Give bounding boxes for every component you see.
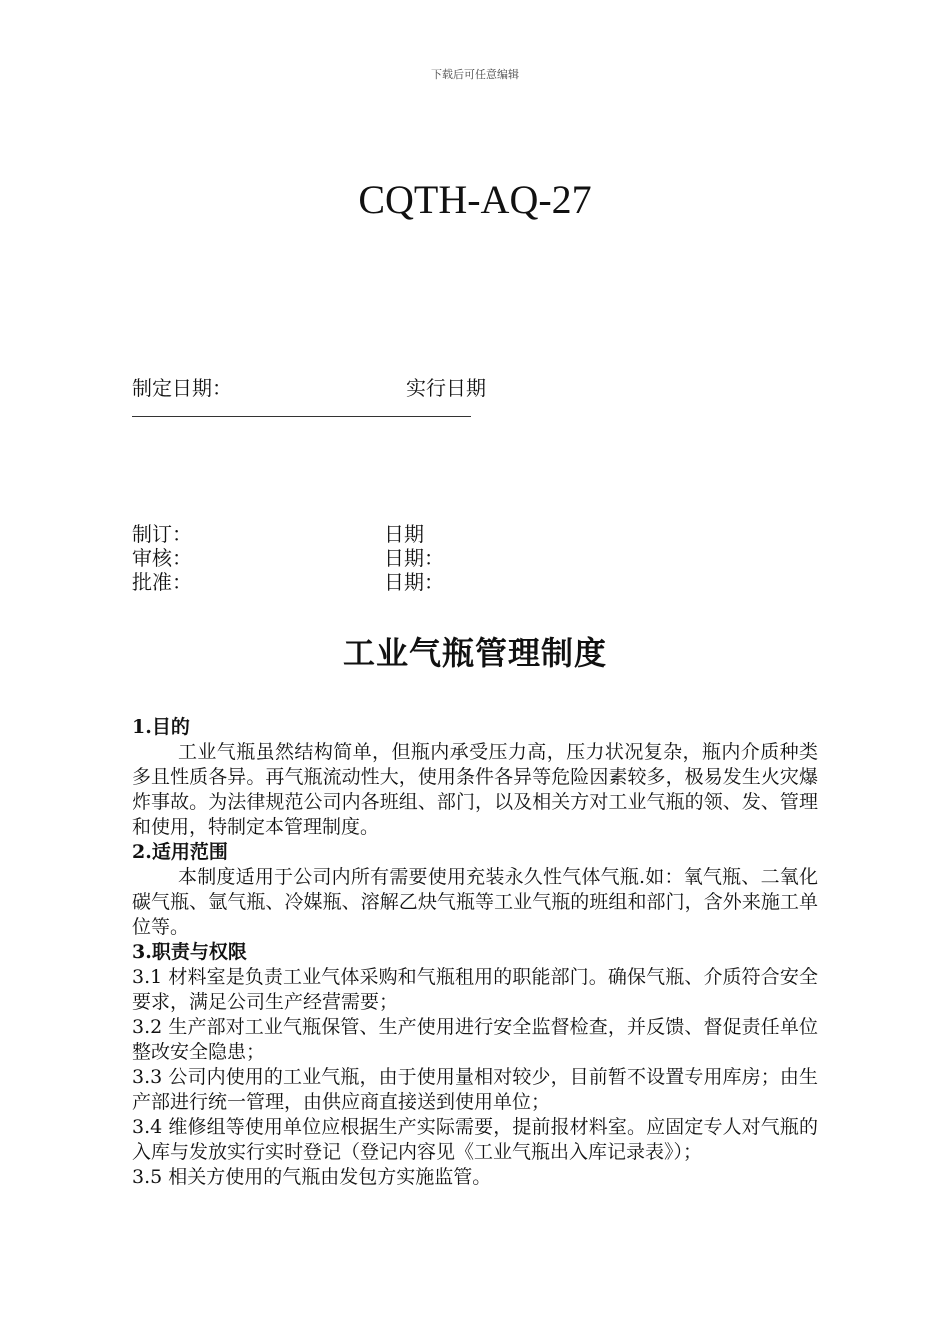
signoff-dates (384, 522, 444, 594)
signoff-date-drafted: 日期 (384, 522, 424, 546)
header-note: 下载后可任意编辑 (431, 68, 519, 81)
section-2-text: 本制度适用于公司内所有需要使用充装永久性气体气瓶.如：氧气瓶、二氧化碳气瓶、氩气瓶、冷媒瓶、溶解乙炔气瓶等工业气瓶的班组和部门，含外来施工单位等。 (132, 866, 818, 938)
section-3-item: 3.2 生产部对工业气瓶保管、生产使用进行安全监督检查，并反馈、督促责任单位整改安全隐患； (132, 1016, 818, 1063)
signoff-role-drafted: 制订： (132, 522, 192, 546)
section-3-item: 3.1 材料室是负责工业气体采购和气瓶租用的职能部门。确保气瓶、介质符合安全要求，满足公司生产经营需要； (132, 966, 818, 1013)
document-title: 工业气瓶管理制度 (342, 634, 607, 672)
section-3-item: 3.4 维修组等使用单位应根据生产实际需要，提前报材料室。应固定专人对气瓶的入库与发放实行实时登记（登记内容见《工业气瓶出入库记录表》）； (132, 1116, 818, 1163)
section-1-heading: 1.目的 (132, 716, 190, 738)
section-1-text: 工业气瓶虽然结构简单，但瓶内承受压力高，压力状况复杂，瓶内介质种类多且性质各异。再气瓶流动性大，使用条件各异等危险因素较多，极易发生火灾爆炸事故。为法律规范公司内各班组、部门，以及相关方对工业气瓶的领、发、管理和使用，特制定本管理制度。 (132, 741, 818, 838)
signoff-roles (132, 522, 192, 594)
document-code: CQTH-AQ-27 (358, 177, 592, 222)
section-2-heading: 2.适用范围 (132, 841, 228, 863)
implement-date-label: 实行日期 (406, 376, 486, 400)
section-3-item: 3.3 公司内使用的工业气瓶，由于使用量相对较少，目前暂不设置专用库房；由生产部进行统一管理，由供应商直接送到使用单位； (132, 1066, 818, 1113)
section-3-item: 3.5 相关方使用的气瓶由发包方实施监管。 (132, 1166, 492, 1188)
date-underline (132, 416, 471, 417)
section-3-heading: 3.职责与权限 (132, 941, 247, 963)
signoff-role-reviewed: 审核： (132, 546, 192, 570)
document-body (132, 715, 818, 1190)
signoff-date-approved: 日期： (384, 570, 444, 594)
signoff-date-reviewed: 日期： (384, 546, 444, 570)
formulate-date-label: 制定日期： (132, 376, 232, 400)
signoff-role-approved: 批准： (132, 570, 192, 594)
